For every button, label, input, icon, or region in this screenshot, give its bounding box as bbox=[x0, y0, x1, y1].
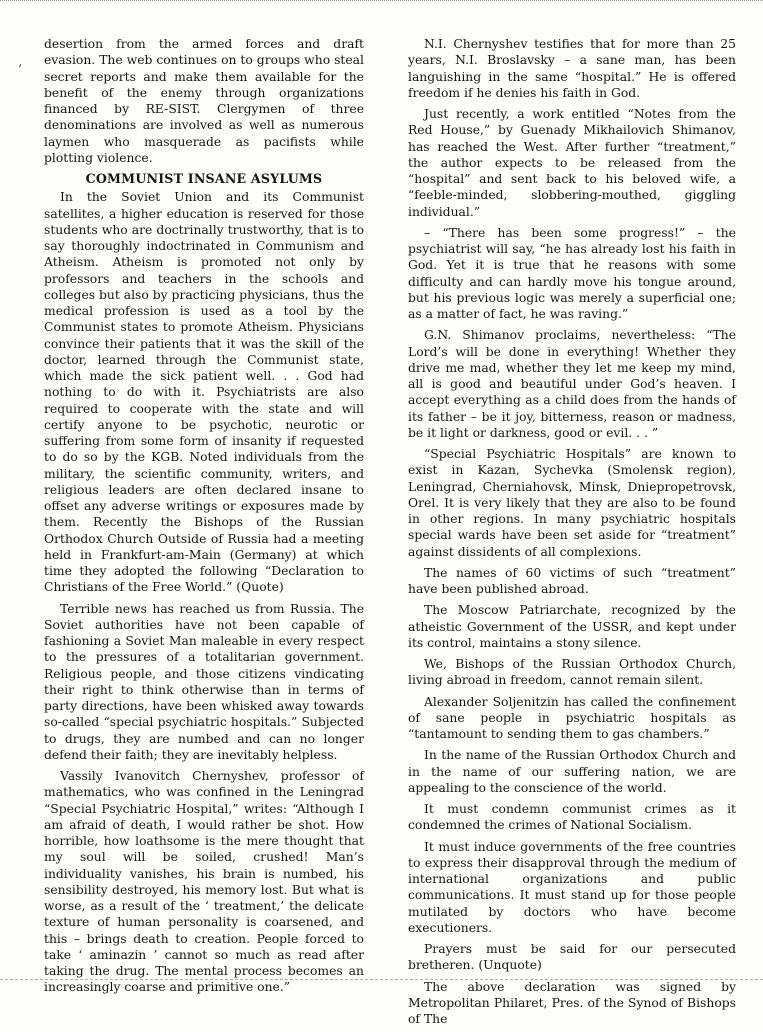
right-column bbox=[408, 36, 736, 1032]
left-paragraph: Terrible news has reached us from Russia. The Soviet authorities have not been capable of fashioning a Soviet Man maleable in every respect to the pressures of a totalitarian government. Religious people, and those citizens vindicating their right to think otherwise than in terms of party directions, have been whisked away towards so-called “special psychiatric hospitals.” Subjected to drugs, they are numbed and can no longer defend their faith; they are inevitably helpless. bbox=[44, 601, 364, 762]
right-paragraph: The names of 60 victims of such “treatment” have been published abroad. bbox=[408, 565, 736, 596]
right-paragraph: The Moscow Patriarchate, recognized by the atheistic Government of the USSR, and kept under its control, maintains a stony silence. bbox=[408, 603, 736, 650]
right-paragraph: – “There has been some progress!” – the psychiatrist will say, “he has already lost his faith in God. Yet it is true that he reasons with some difficulty and can hardly move his tongue around, but his previous logic was merely a superficial one; as a matter of fact, he was raving.” bbox=[408, 225, 736, 321]
right-paragraph: We, Bishops of the Russian Orthodox Church, living abroad in freedom, cannot remain silent. bbox=[408, 657, 736, 688]
left-column bbox=[44, 36, 364, 1001]
top-border bbox=[0, 0, 763, 4]
margin-mark: ʻ bbox=[18, 62, 22, 76]
right-paragraph: It must condemn communist crimes as it condemned the crimes of National Socialism. bbox=[408, 802, 736, 833]
bottom-border bbox=[0, 976, 763, 980]
right-paragraph: Alexander Soljenitzin has called the confinement of sane people in psychiatric hospitals as “tantamount to sending them to gas chambers.” bbox=[408, 694, 736, 741]
right-paragraph: It must induce governments of the free countries to express their disapproval through the medium of international organizations and public communications. It must stand up for those people mutilated by doctors who have become executioners. bbox=[408, 839, 736, 935]
right-paragraph: Prayers must be said for our persecuted bretheren. (Unquote) bbox=[408, 942, 736, 973]
right-paragraph: G.N. Shimanov proclaims, nevertheless: “The Lord’s will be done in everything! Whether they drive me mad, whether they let me keep my mind, all is good and beautiful under God’s heaven. I accept everything as a child does from the hands of its father – be it joy, bitterness, reason or madness, be it light or darkness, good or evil. . . ” bbox=[408, 328, 736, 440]
left-paragraph-continuation: desertion from the armed forces and draft evasion. The web continues on to groups who steal secret reports and make them available for the benefit of the enemy through organizations financed by RE-SIST. Clergymen of three denominations are involved as well as numerous laymen who masquerade as pacifists while plotting violence. bbox=[44, 37, 364, 165]
left-paragraph: Vassily Ivanovitch Chernyshev, professor of mathematics, who was confined in the Leningrad “Special Psychiatric Hospital,” writes: “Although I am afraid of death, I would rather be shot. How horrible, how loathsome is the mere thought that my soul will be soiled, crushed! Man’s individuality vanishes, his brain is numbed, his sensibility destroyed, his memory lost. But what is worse, as a result of the ‘ treatment,’ the delicate texture of human personality is coarsened, and this – brings death to creation. People forced to take ‘ aminazin ’ cannot so much as read after taking the drug. The mental process becomes an increasingly coarse and primitive one.” bbox=[44, 769, 364, 995]
right-paragraph: “Special Psychiatric Hospitals” are known to exist in Kazan, Sychevka (Smolensk region), Leningrad, Cherniahovsk, Minsk, Dniepropetrovsk, Orel. It is very likely that they are also to be found in other regions. In many psychiatric hospitals special wards have been set aside for “treatment” against dissidents of all complexions. bbox=[408, 447, 736, 559]
section-heading: COMMUNIST INSANE ASYLUMS bbox=[85, 171, 323, 186]
left-paragraph: In the Soviet Union and its Communist satellites, a higher education is reserved for those students who are doctrinally trustworthy, that is to say thoroughly indoctrinated in Communism and Atheism. Atheism is promoted not only by professors and teachers in the schools and colleges but also by practicing physicians, thus the medical profession is used as a tool by the Communist states to promote Atheism. Physicians convince their patients that it was the skill of the doctor, learned through the Communist state, which made the sick patient well. . . God had nothing to do with it. Psychiatrists are also required to cooperate with the state and will certify anyone to be psychotic, neurotic or suffering from some form of insanity if requested to do so by the KGB. Noted individuals from the military, the scientific community, writers, and religious leaders are often declared insane to offset any adverse writings or exposures made by them. Recently the Bishops of the Russian Orthodox Church Outside of Russia had a meeting held in Frankfurt-am-Main (Germany) at which time they adopted the following “Declaration to Christians of the Free World.” (Quote) bbox=[44, 190, 364, 595]
right-paragraph: N.I. Chernyshev testifies that for more than 25 years, N.I. Broslavsky – a sane man, has been languishing in the same “hospital.” He is offered freedom if he denies his faith in God. bbox=[408, 37, 736, 100]
right-paragraph: Just recently, a work entitled “Notes from the Red House,” by Guenady Mikhailovich Shimanov, has reached the West. After further “treatment,” the author expects to be released from the “hospital” and sent back to his beloved wife, a “feeble-minded, slobbering-mouthed, giggling individual.” bbox=[408, 107, 736, 219]
right-paragraph: In the name of the Russian Orthodox Church and in the name of our suffering nation, we are appealing to the conscience of the world. bbox=[408, 748, 736, 795]
right-paragraph: The above declaration was signed by Metropolitan Philaret, Pres. of the Synod of Bishops of The bbox=[408, 979, 736, 1026]
